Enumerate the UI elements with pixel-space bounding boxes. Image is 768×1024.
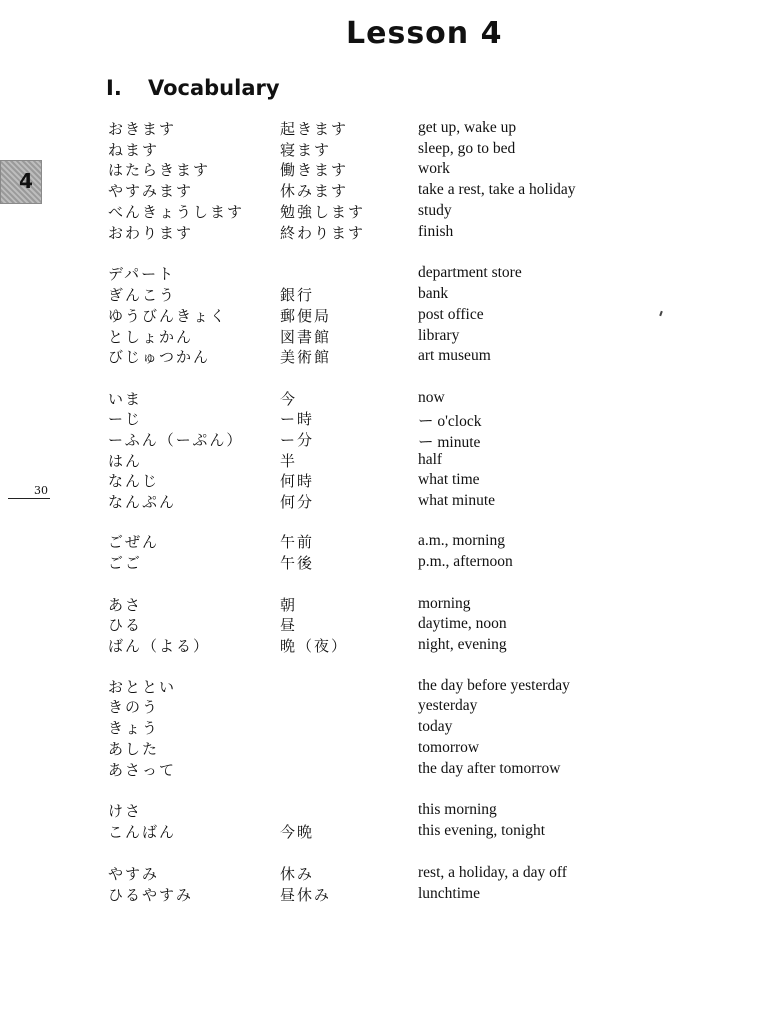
vocab-kanji: 午前 <box>280 533 315 551</box>
vocab-kanji: 何時 <box>280 472 315 490</box>
lesson-title-text: Lesson 4 <box>346 16 503 51</box>
vocab-english: morning <box>418 595 471 612</box>
vocab-kana: やすみ <box>108 865 160 883</box>
vocab-english: half <box>418 451 443 468</box>
vocab-row <box>0 118 768 139</box>
vocab-english: daytime, noon <box>418 615 507 632</box>
vocab-kana: けさ <box>108 802 143 820</box>
vocab-english: work <box>418 160 450 177</box>
vocab-kanji: 郵便局 <box>280 307 332 325</box>
vocab-kana: きのう <box>108 698 160 716</box>
vocab-kana: あさ <box>108 596 143 614</box>
vocab-row <box>0 738 768 759</box>
vocab-row <box>0 614 768 635</box>
vocab-kana: ひる <box>108 616 143 634</box>
vocab-row <box>0 326 768 347</box>
vocab-kanji: 今晩 <box>280 823 315 841</box>
vocab-kana: はん <box>108 452 143 470</box>
vocab-row <box>0 388 768 409</box>
vocab-english: the day before yesterday <box>418 677 570 694</box>
vocab-kana: ごご <box>108 554 143 572</box>
vocab-english: yesterday <box>418 697 478 714</box>
vocab-kanji: ー時 <box>280 410 315 428</box>
vocab-english: this morning <box>418 801 497 818</box>
vocab-kana: やすみます <box>108 182 194 200</box>
vocab-kana: ーじ <box>108 410 143 428</box>
vocab-row <box>0 222 768 243</box>
vocab-row <box>0 408 768 429</box>
vocab-english: p.m., afternoon <box>418 553 513 570</box>
vocab-row <box>0 139 768 160</box>
vocab-row <box>0 717 768 738</box>
vocab-row <box>0 305 768 326</box>
chapter-tab-number: 4 <box>19 169 33 193</box>
vocab-kanji: 終わります <box>280 224 366 242</box>
vocab-kana: はたらきます <box>108 161 211 179</box>
vocab-row <box>0 180 768 201</box>
vocab-english: now <box>418 389 445 406</box>
vocab-english: art museum <box>418 347 491 364</box>
vocab-row <box>0 201 768 222</box>
vocab-kanji: 晩（夜） <box>280 637 349 655</box>
vocab-kana: としょかん <box>108 328 194 346</box>
vocab-english: bank <box>418 285 449 302</box>
vocab-english: rest, a holiday, a day off <box>418 864 567 881</box>
vocab-english: today <box>418 718 453 735</box>
vocab-row <box>0 346 768 367</box>
vocab-row <box>0 470 768 491</box>
vocab-kanji: 何分 <box>280 493 315 511</box>
vocab-english: a.m., morning <box>418 532 505 549</box>
vocab-kanji: 昼 <box>280 616 298 634</box>
vocab-english: library <box>418 327 460 344</box>
vocab-english: this evening, tonight <box>418 822 546 839</box>
vocab-english: get up, wake up <box>418 119 517 136</box>
vocab-row <box>0 863 768 884</box>
vocab-kana: ーふん（ーぷん） <box>108 431 244 449</box>
vocab-english: lunchtime <box>418 885 480 902</box>
vocab-row <box>0 552 768 573</box>
section-title: Vocabulary <box>148 76 280 100</box>
vocab-kana: ばん（よる） <box>108 637 211 655</box>
vocab-kana: おととい <box>108 678 177 696</box>
vocab-kana: ごぜん <box>108 533 160 551</box>
vocab-kanji: 働きます <box>280 161 349 179</box>
vocab-kanji: 休みます <box>280 182 349 200</box>
vocab-kana: おわります <box>108 224 194 242</box>
vocab-row <box>0 635 768 656</box>
vocab-english: tomorrow <box>418 739 480 756</box>
vocab-kanji: 朝 <box>280 596 298 614</box>
vocab-kana: ぎんこう <box>108 286 177 304</box>
vocab-english: the day after tomorrow <box>418 760 561 777</box>
vocab-kana: なんじ <box>108 472 160 490</box>
vocab-kana: こんばん <box>108 823 177 841</box>
vocab-kana: ゆうびんきょく <box>108 307 228 325</box>
vocab-english: study <box>418 202 452 219</box>
vocab-kana: べんきょうします <box>108 203 245 221</box>
vocab-row <box>0 759 768 780</box>
vocab-kanji: 銀行 <box>280 286 315 304</box>
vocab-kanji: ー分 <box>280 431 315 449</box>
vocab-english: department store <box>418 264 522 281</box>
vocab-kanji: 美術館 <box>280 348 332 366</box>
vocab-row <box>0 676 768 697</box>
vocab-row <box>0 450 768 471</box>
vocab-row <box>0 284 768 305</box>
vocab-kana: おきます <box>108 120 177 138</box>
vocab-english: what time <box>418 471 480 488</box>
vocab-kana: びじゅつかん <box>108 348 211 366</box>
vocab-english: ー o'clock <box>418 413 482 430</box>
vocab-english: post office <box>418 306 484 323</box>
section-number: I. <box>106 76 122 100</box>
vocab-row <box>0 491 768 512</box>
vocab-kana: なんぷん <box>108 493 177 511</box>
vocab-kana: いま <box>108 390 143 408</box>
vocab-row <box>0 800 768 821</box>
vocab-row <box>0 159 768 180</box>
vocab-english: what minute <box>418 492 496 509</box>
vocab-kana: デパート <box>108 265 176 283</box>
vocab-kanji: 半 <box>280 452 298 470</box>
vocab-kanji: 図書館 <box>280 328 332 346</box>
page-number: 30 <box>34 484 48 497</box>
vocab-kanji: 休み <box>280 865 315 883</box>
vocab-kanji: 起きます <box>280 120 349 138</box>
vocab-kana: きょう <box>108 719 160 737</box>
vocab-row <box>0 594 768 615</box>
vocab-kana: ねます <box>108 141 160 159</box>
vocab-english: sleep, go to bed <box>418 140 516 157</box>
vocab-row <box>0 884 768 905</box>
vocab-row <box>0 821 768 842</box>
vocab-row <box>0 696 768 717</box>
vocab-english: night, evening <box>418 636 507 653</box>
vocab-row <box>0 263 768 284</box>
vocab-row <box>0 429 768 450</box>
vocab-row <box>0 531 768 552</box>
vocab-kana: あさって <box>108 761 177 779</box>
vocab-english: ー minute <box>418 434 481 451</box>
vocab-english: take a rest, take a holiday <box>418 181 576 198</box>
vocab-kanji: 午後 <box>280 554 315 572</box>
vocab-kanji: 今 <box>280 390 298 408</box>
vocab-kana: あした <box>108 740 160 758</box>
vocab-kanji: 勉強します <box>280 203 366 221</box>
vocab-kanji: 昼休み <box>280 886 332 904</box>
vocab-kana: ひるやすみ <box>108 886 194 904</box>
vocab-kanji: 寝ます <box>280 141 332 159</box>
vocab-english: finish <box>418 223 454 240</box>
